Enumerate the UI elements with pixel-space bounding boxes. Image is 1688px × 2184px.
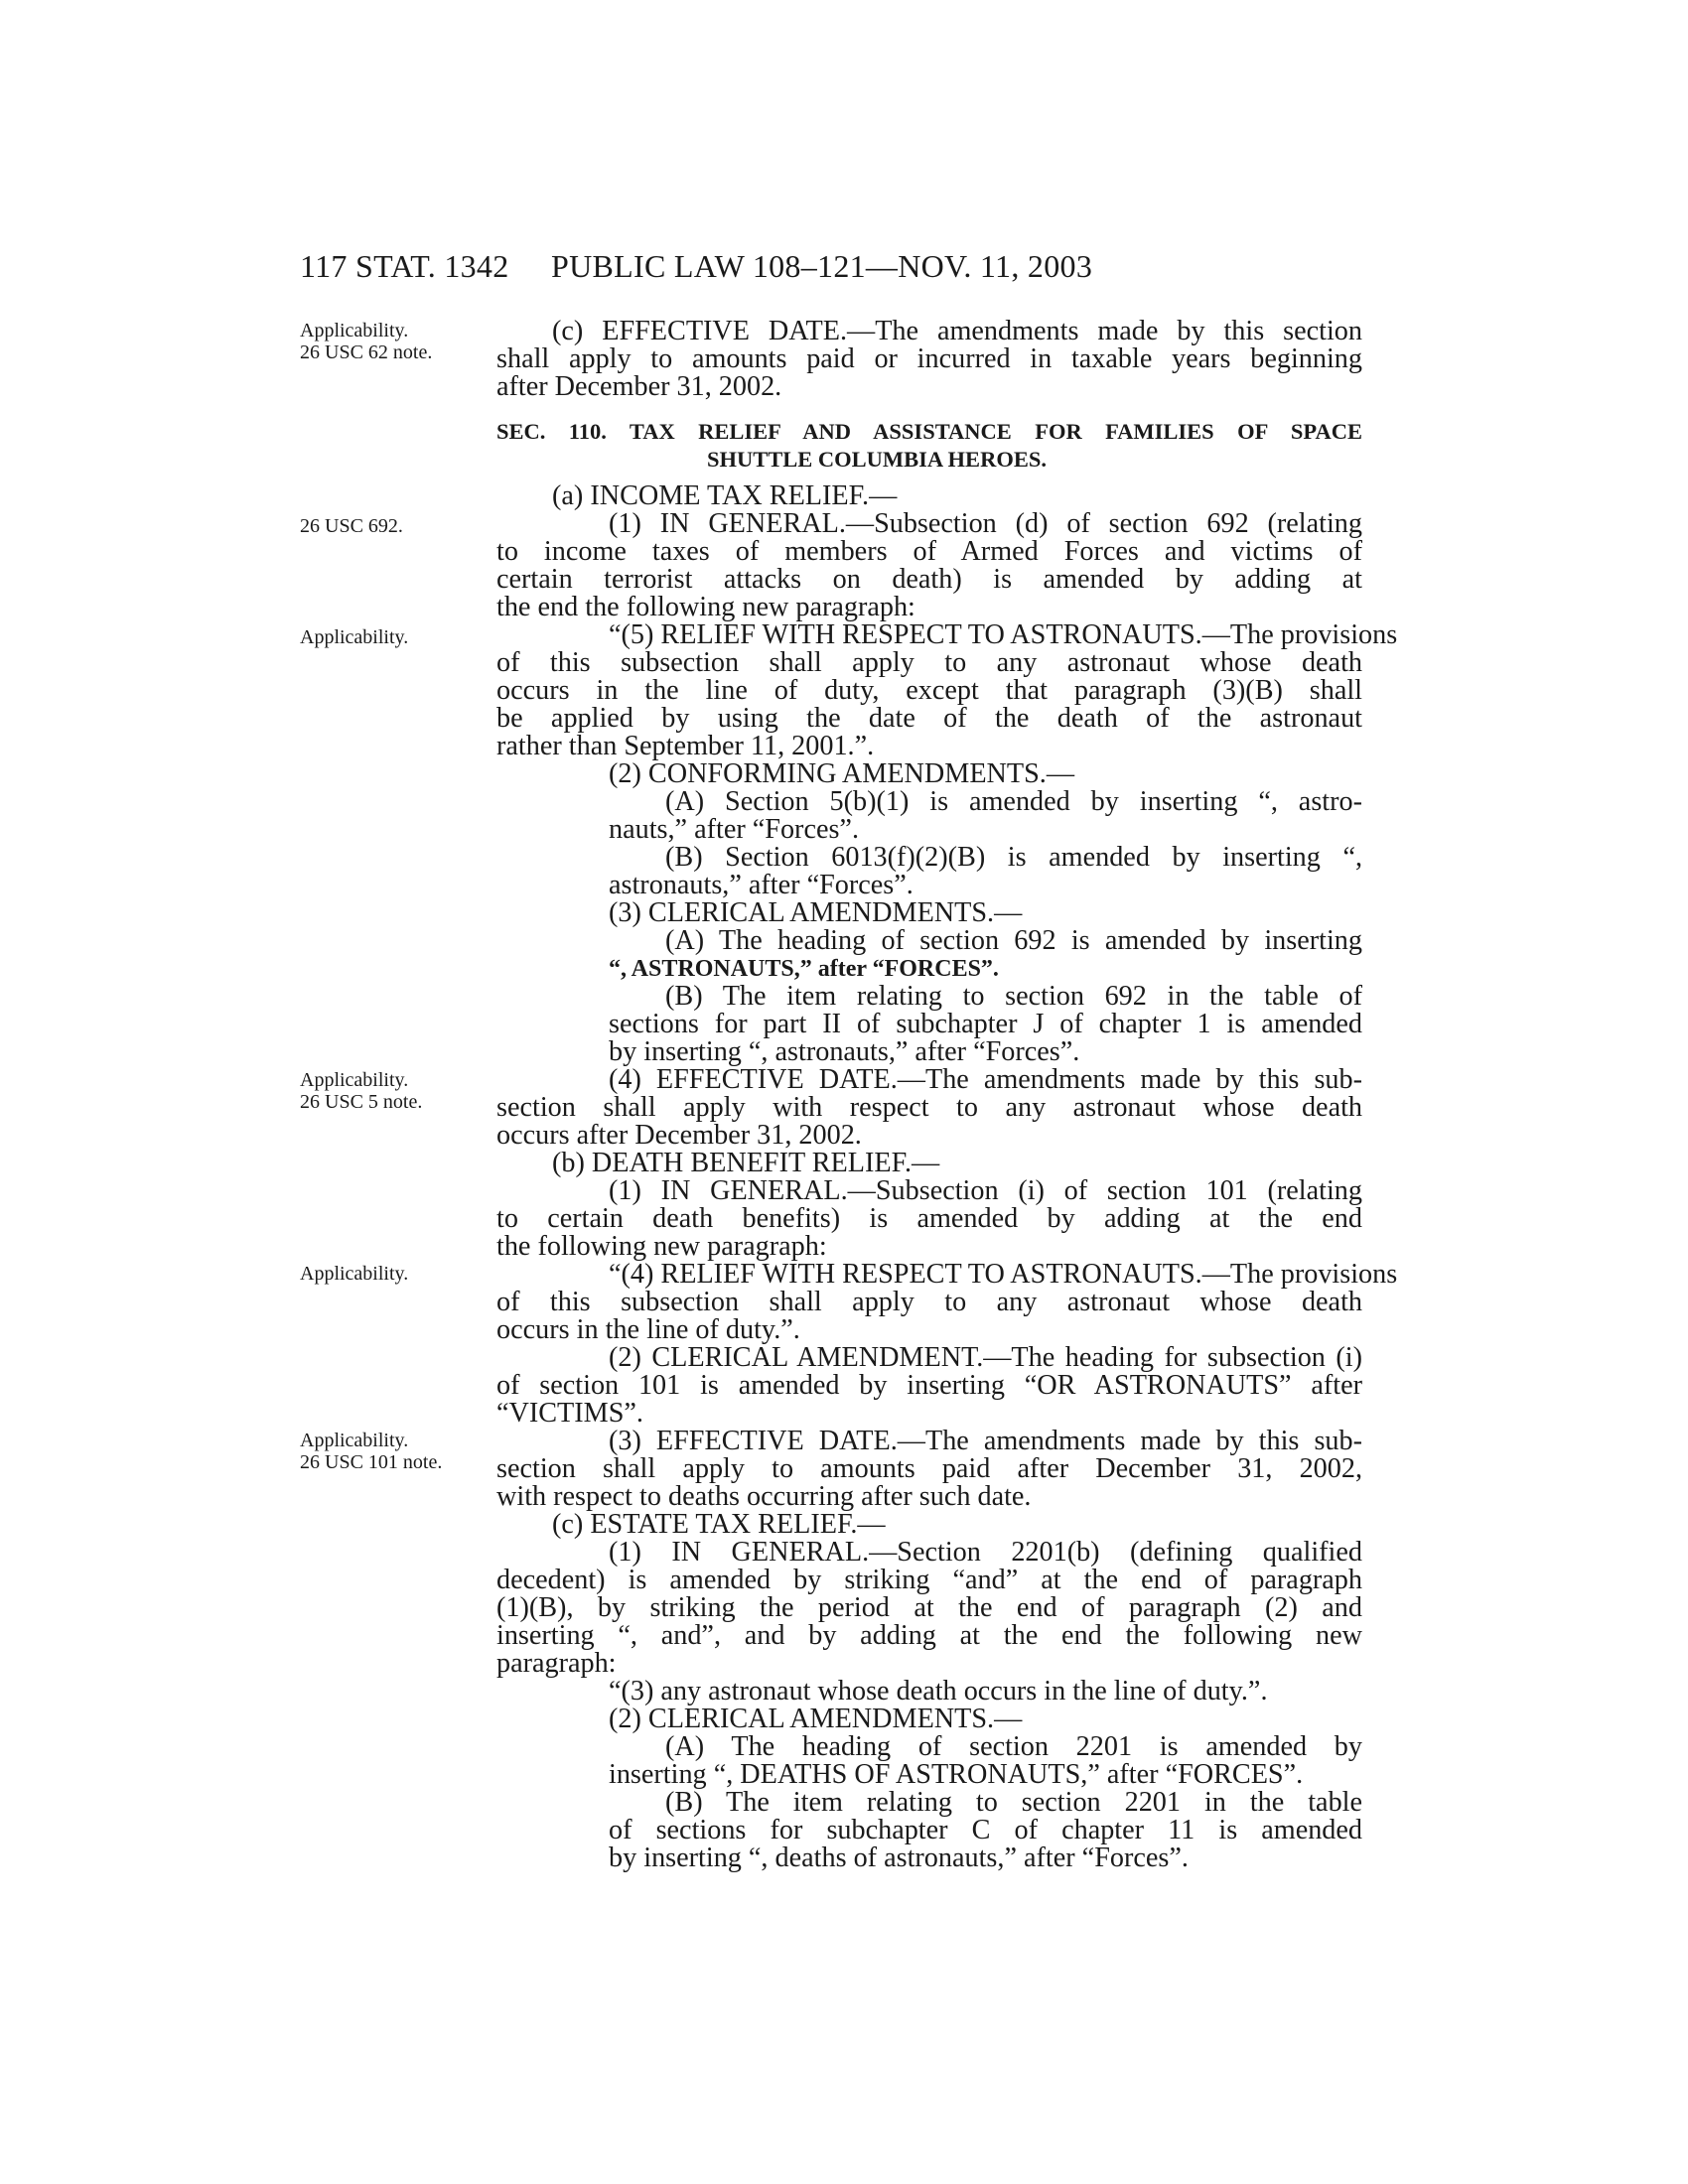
text-line: of this subsection shall apply to any astronaut whose death — [496, 647, 1362, 678]
margin-note-line: Applicability. — [300, 1263, 409, 1285]
text-line: shall apply to amounts paid or incurred in taxable years beginning — [496, 343, 1362, 374]
text-line: “(5) RELIEF WITH RESPECT TO ASTRONAUTS.—The provisions — [609, 619, 1398, 650]
margin-note-applicability — [300, 1263, 408, 1285]
margin-note-line: 26 USC 101 note. — [300, 1451, 443, 1473]
running-header: PUBLIC LAW 108–121—NOV. 11, 2003 — [551, 248, 1093, 284]
section-heading — [496, 418, 1362, 474]
subsection-c-heading: (c) ESTATE TAX RELIEF.— — [552, 1509, 886, 1540]
paragraph-b1 — [496, 1177, 1362, 1261]
page-stat-citation: 117 STAT. 1342 — [300, 248, 509, 284]
text-line: (3) EFFECTIVE DATE.—The amendments made by this sub- — [609, 1426, 1362, 1456]
margin-note-line: Applicability. — [300, 320, 409, 341]
text-line: of this subsection shall apply to any astronaut whose death — [496, 1287, 1362, 1317]
text-line: with respect to deaths occurring after such date. — [496, 1481, 1032, 1512]
text-line: “VICTIMS”. — [496, 1398, 643, 1429]
text-line: of sections for subchapter C of chapter 11 is amended — [609, 1815, 1362, 1845]
text-line: section shall apply with respect to any astronaut whose death — [496, 1092, 1362, 1123]
text-line: sections for part II of subchapter J of chapter 1 is amended — [609, 1009, 1362, 1039]
text-line: certain terrorist attacks on death) is amended by adding at — [496, 564, 1362, 595]
text-line: (1) IN GENERAL.—Subsection (d) of section 692 (relating — [609, 508, 1362, 539]
paragraph-a1 — [496, 510, 1362, 621]
subparagraph-a2B — [496, 844, 1362, 899]
paragraph-b3-effective-date — [496, 1428, 1362, 1511]
text-line: occurs in the line of duty, except that paragraph (3)(B) shall — [496, 675, 1362, 706]
quoted-paragraph-a5 — [496, 619, 1398, 761]
text-line: (A) The heading of section 2201 is amended by — [665, 1731, 1362, 1762]
text-line: nauts,” after “Forces”. — [609, 814, 859, 845]
text-line: (A) Section 5(b)(1) is amended by inserting “, astro- — [665, 786, 1362, 817]
margin-note-line: Applicability. — [300, 626, 409, 648]
text-line: (A) The heading of section 692 is amended by inserting — [665, 925, 1362, 956]
subparagraph-a3A — [496, 927, 1362, 983]
text-line: (4) EFFECTIVE DATE.—The amendments made by this sub- — [609, 1064, 1362, 1095]
margin-note-usc — [300, 515, 403, 537]
margin-note-applicability — [300, 1069, 422, 1113]
text-line: (1) IN GENERAL.—Subsection (i) of section 101 (relating — [609, 1175, 1362, 1206]
quoted-paragraph-b4 — [496, 1259, 1398, 1345]
text-line: section shall apply to amounts paid after December 31, 2002, — [496, 1453, 1362, 1484]
paragraph-a3-heading: (3) CLERICAL AMENDMENTS.— — [609, 897, 1023, 928]
text-line: to income taxes of members of Armed Forces and victims of — [496, 536, 1362, 567]
text-line: rather than September 11, 2001.”. — [496, 731, 875, 761]
text-line: “, ASTRONAUTS,” after “FORCES”. — [609, 956, 999, 982]
text-line: the end the following new paragraph: — [496, 592, 915, 622]
text-line: (c) EFFECTIVE DATE.—The amendments made by this section — [552, 316, 1362, 346]
text-line: of section 101 is amended by inserting “OR ASTRONAUTS” after — [496, 1370, 1362, 1401]
margin-note-line: 26 USC 692. — [300, 515, 403, 537]
subsection-b-heading: (b) DEATH BENEFIT RELIEF.— — [552, 1148, 940, 1178]
margin-note-line: Applicability. — [300, 1069, 409, 1091]
paragraph-b2 — [496, 1344, 1362, 1428]
text-line: “(4) RELIEF WITH RESPECT TO ASTRONAUTS.—The provisions — [609, 1259, 1398, 1290]
text-line: (1) IN GENERAL.—Section 2201(b) (defining qualified — [609, 1537, 1362, 1568]
text-line: occurs in the line of duty.”. — [496, 1314, 800, 1345]
text-line: inserting “, DEATHS OF ASTRONAUTS,” after “FORCES”. — [609, 1759, 1304, 1790]
text-line: decedent) is amended by striking “and” at the end of paragraph — [496, 1565, 1362, 1595]
paragraph-a4-effective-date — [496, 1066, 1362, 1150]
text-line: be applied by using the date of the death of the astronaut — [496, 703, 1362, 734]
text-line: paragraph: — [496, 1648, 617, 1679]
text-line: (B) Section 6013(f)(2)(B) is amended by inserting “, — [665, 842, 1362, 873]
subsection-a-heading: (a) INCOME TAX RELIEF.— — [552, 480, 898, 511]
text-line: (2) CLERICAL AMENDMENT.—The heading for subsection (i) — [609, 1342, 1362, 1373]
paragraph-c1 — [496, 1539, 1362, 1678]
quoted-paragraph-c3: “(3) any astronaut whose death occurs in the line of duty.”. — [609, 1676, 1268, 1706]
subparagraph-a3B — [496, 983, 1362, 1066]
subparagraph-a2A — [496, 788, 1362, 844]
text-line: occurs after December 31, 2002. — [496, 1120, 862, 1151]
margin-note-applicability — [300, 1430, 442, 1473]
margin-note-line: Applicability. — [300, 1430, 409, 1451]
text-line: after December 31, 2002. — [496, 371, 782, 402]
text-line: (B) The item relating to section 2201 in the table — [665, 1787, 1362, 1818]
paragraph-a2-heading: (2) CONFORMING AMENDMENTS.— — [609, 758, 1075, 789]
paragraph-c2-heading: (2) CLERICAL AMENDMENTS.— — [609, 1704, 1023, 1734]
subparagraph-c2A — [496, 1733, 1362, 1789]
margin-note-applicability — [300, 320, 432, 363]
section-heading-line: SEC. 110. TAX RELIEF AND ASSISTANCE FOR FAMILIES OF SPACE — [496, 419, 1362, 444]
text-line: (B) The item relating to section 692 in the table of — [665, 981, 1362, 1012]
text-line: by inserting “, deaths of astronauts,” after “Forces”. — [609, 1843, 1189, 1873]
text-line: inserting “, and”, and by adding at the end the following new — [496, 1620, 1362, 1651]
text-line: by inserting “, astronauts,” after “Forces”. — [609, 1036, 1080, 1067]
text-line: to certain death benefits) is amended by adding at the end — [496, 1203, 1362, 1234]
margin-note-line: 26 USC 62 note. — [300, 341, 433, 363]
statute-body — [496, 316, 1398, 1873]
paragraph-c-effective-date — [496, 318, 1362, 401]
text-line: astronauts,” after “Forces”. — [609, 870, 914, 900]
section-heading-line: SHUTTLE COLUMBIA HEROES. — [707, 447, 1047, 472]
margin-note-applicability — [300, 626, 408, 648]
margin-note-line: 26 USC 5 note. — [300, 1091, 423, 1113]
text-line: the following new paragraph: — [496, 1231, 827, 1262]
subparagraph-c2B — [496, 1789, 1362, 1872]
text-line: (1)(B), by striking the period at the end of paragraph (2) and — [496, 1592, 1362, 1623]
